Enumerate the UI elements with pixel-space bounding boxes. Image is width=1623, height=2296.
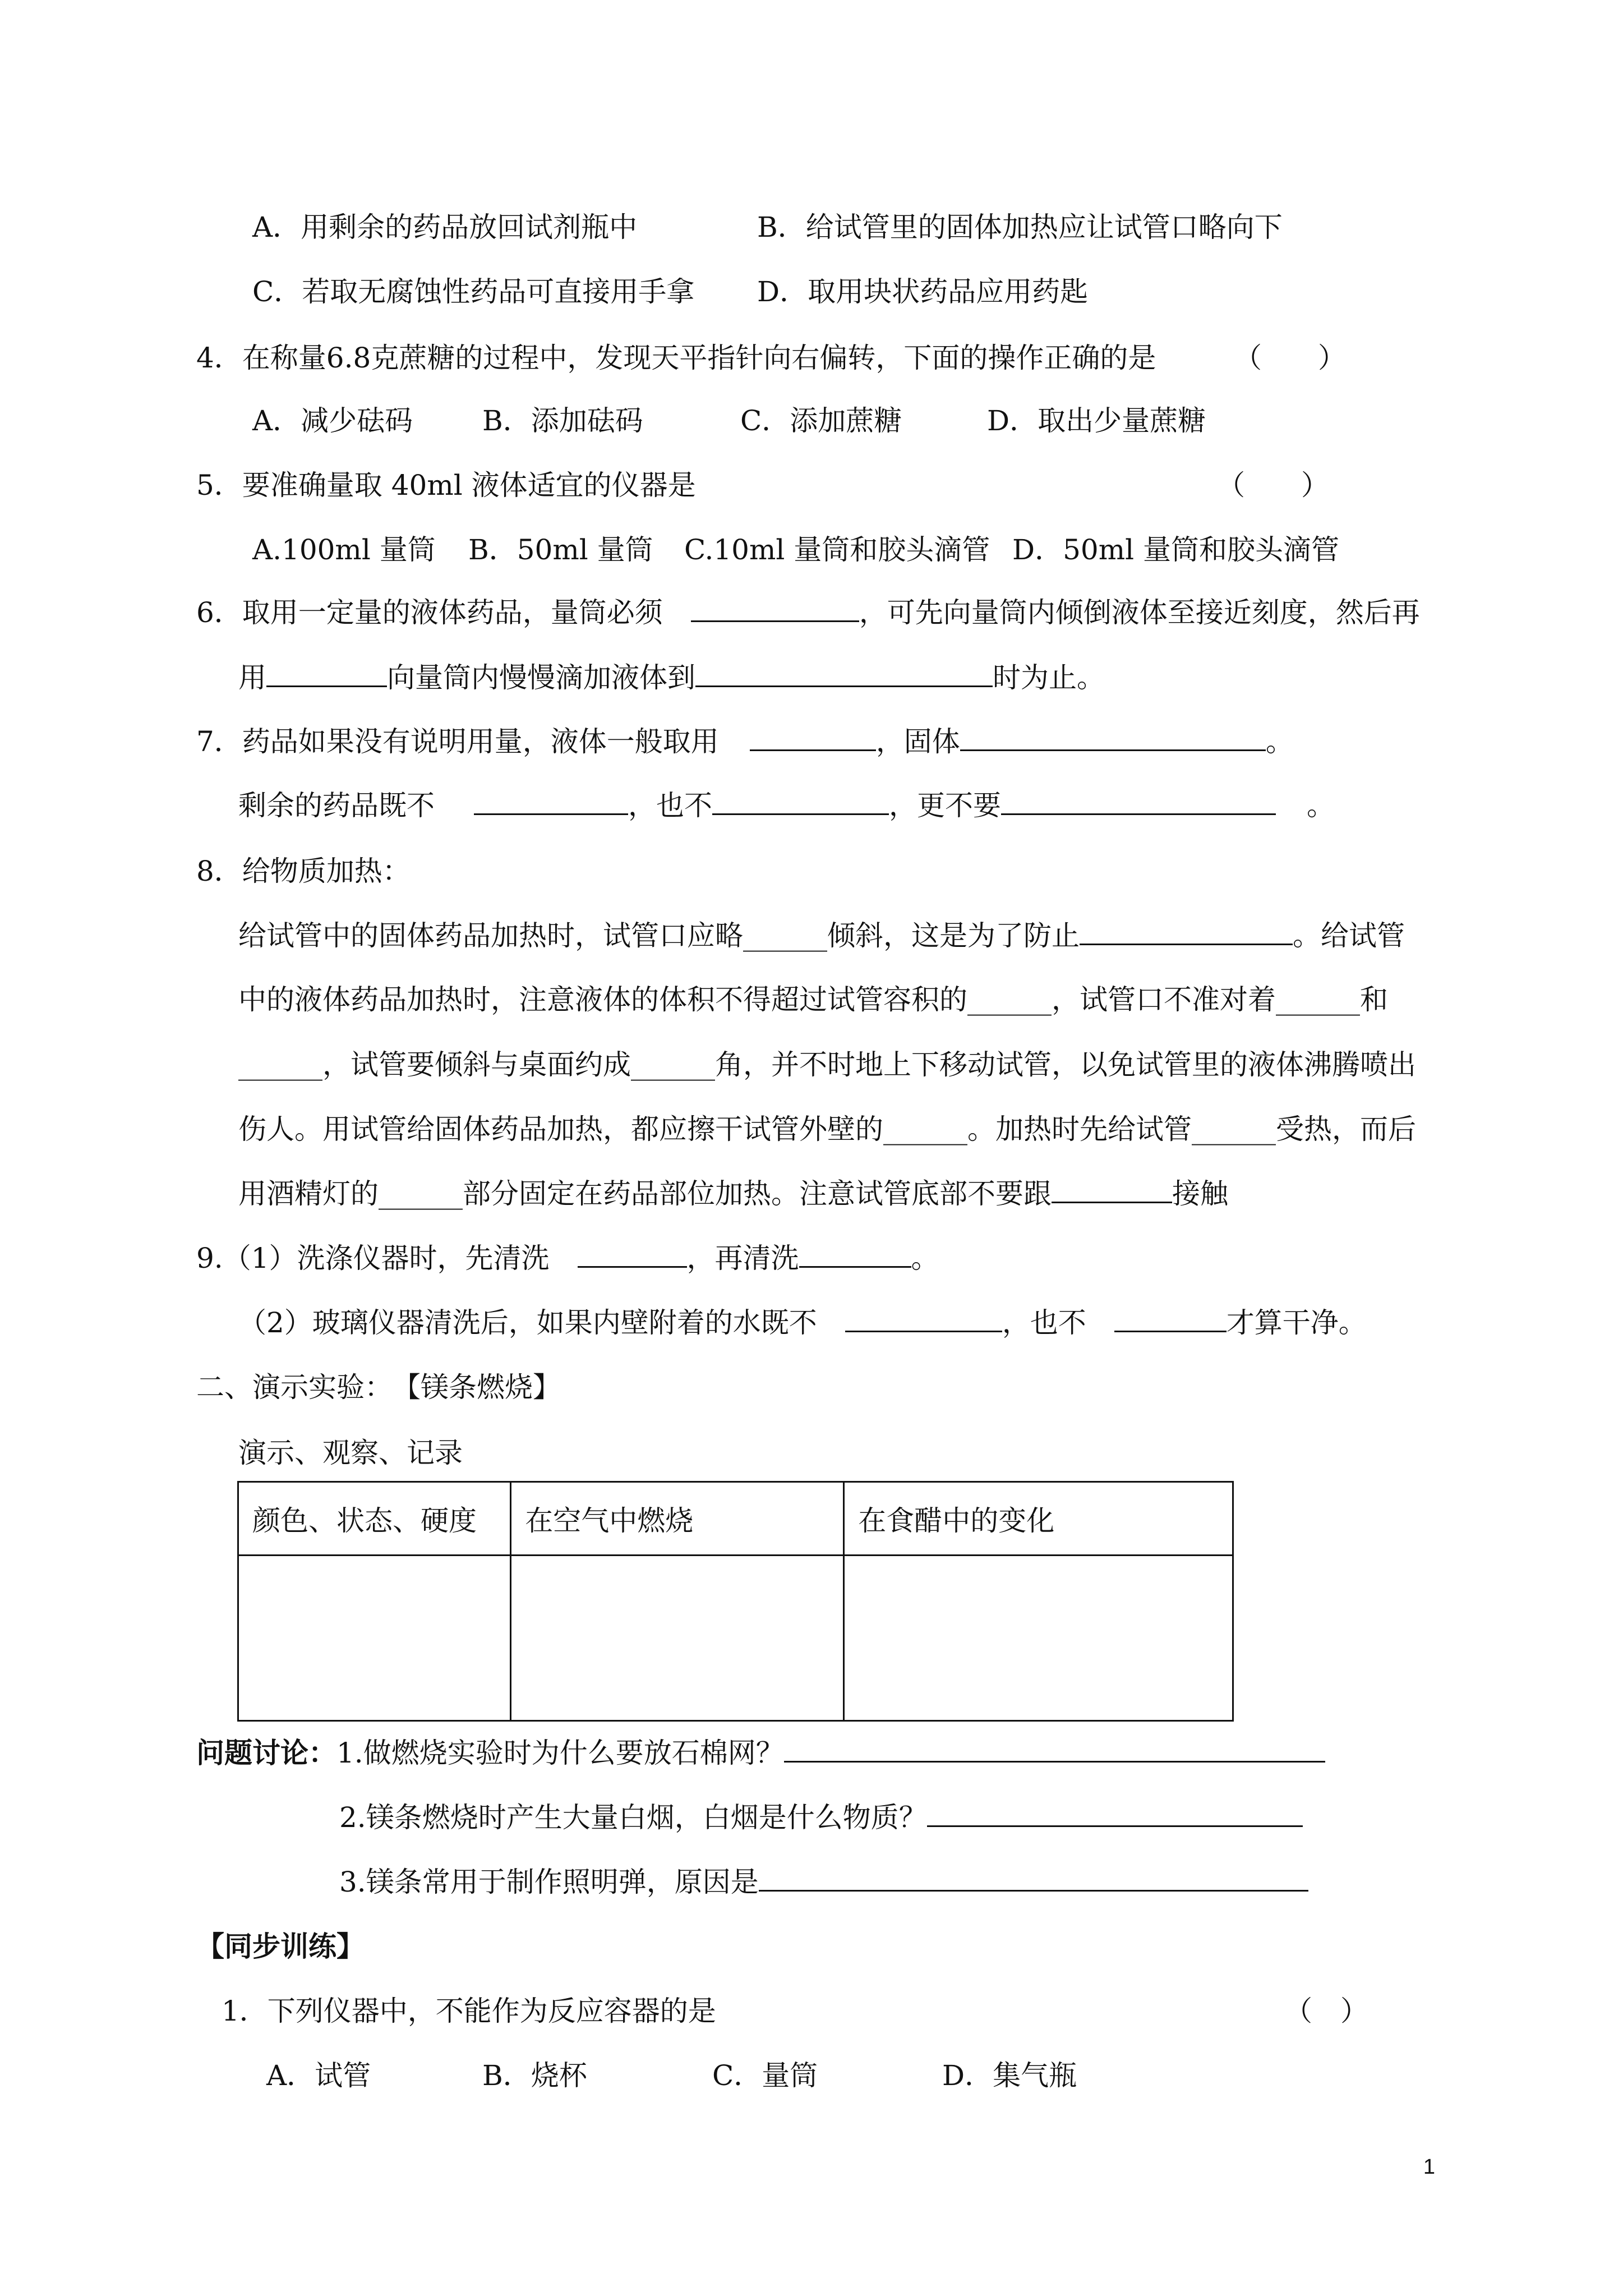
q7-text-1: 7．药品如果没有说明用量，液体一般取用 xyxy=(196,725,719,758)
q5-option-a: A.100ml 量筒 xyxy=(252,533,436,566)
sync-training-title: 【同步训练】 xyxy=(196,1930,365,1963)
q8-line2: 中的液体药品加热时，注意液体的体积不得超过试管容积的______，试管口不准对着______和 xyxy=(238,983,1388,1016)
q6-blank-1[interactable] xyxy=(691,596,859,622)
q3-option-a: A．用剩余的药品放回试剂瓶中 xyxy=(252,211,638,243)
q4-option-a: A．减少砝码 xyxy=(252,404,413,437)
q7-blank-2[interactable] xyxy=(960,725,1266,751)
record-table-row xyxy=(238,1556,1233,1721)
q8-title: 8．给物质加热： xyxy=(196,855,411,887)
q9-text-3: 。 xyxy=(911,1242,939,1274)
q8-text-1: 给试管中的固体药品加热时，试管口应略______倾斜，这是为了防止 xyxy=(238,919,1080,952)
q8-text-2: 。给试管 xyxy=(1293,919,1405,952)
q8-text-4: 接触 xyxy=(1172,1177,1228,1210)
q9-text-6: 才算干净。 xyxy=(1226,1306,1367,1339)
section2-title: 二、演示实验： 【镁条燃烧】 xyxy=(196,1371,561,1404)
q9-blank-3[interactable] xyxy=(845,1306,1002,1332)
q8-line4: 伤人。用试管给固体药品加热，都应擦干试管外壁的______。加热时先给试管______受热，而后 xyxy=(238,1113,1416,1145)
discussion-line3 xyxy=(339,1865,1308,1899)
q7-text-2: ，固体 xyxy=(875,725,960,758)
q6-line1 xyxy=(196,596,1420,629)
discussion-blank-2[interactable] xyxy=(927,1801,1303,1827)
discussion-q1: 1.做燃烧实验时为什么要放石棉网？ xyxy=(336,1737,784,1769)
q9-text-2: ，再清洗 xyxy=(686,1242,799,1274)
q9-text-1: 9.（1）洗涤仪器时，先清洗 xyxy=(196,1242,550,1274)
q3-option-d: D．取用块状药品应用药匙 xyxy=(757,275,1089,308)
q9-line1 xyxy=(196,1241,939,1275)
sync-q1-option-a: A．试管 xyxy=(266,2059,371,2092)
q9-line2 xyxy=(238,1306,1367,1340)
discussion-q3: 3.镁条常用于制作照明弹，原因是 xyxy=(339,1866,759,1898)
q8-blank-1[interactable] xyxy=(1080,919,1293,945)
q9-blank-1[interactable] xyxy=(578,1241,687,1268)
record-table xyxy=(237,1481,1234,1722)
q6-line2 xyxy=(238,661,1105,694)
sync-q1-option-c: C．量筒 xyxy=(712,2059,818,2092)
q6-blank-2[interactable] xyxy=(266,661,387,687)
q7-text-7: 。 xyxy=(1307,789,1335,822)
q9-text-4: （2）玻璃仪器清洗后，如果内壁附着的水既不 xyxy=(238,1306,817,1339)
discussion-line2 xyxy=(339,1801,1303,1834)
sync-q1-option-d: D．集气瓶 xyxy=(942,2059,1077,2092)
q7-text-5: ，也不 xyxy=(628,789,712,822)
sync-q1-paren: （ ） xyxy=(1284,1995,1368,2027)
q6-text-3: 用 xyxy=(238,661,266,694)
q7-blank-5[interactable] xyxy=(1001,789,1276,815)
q4-option-b: B．添加砝码 xyxy=(482,404,643,437)
q4-answer-paren: （ ） xyxy=(1234,342,1346,374)
q7-text-4: 剩余的药品既不 xyxy=(238,789,435,822)
q8-blank-2[interactable] xyxy=(1052,1177,1172,1203)
record-table-header-cell: 颜色、状态、硬度 xyxy=(238,1482,511,1556)
q7-blank-1[interactable] xyxy=(750,725,876,751)
q9-text-5: ，也不 xyxy=(1002,1306,1086,1339)
sync-q1-option-b: B．烧杯 xyxy=(482,2059,587,2092)
q5-answer-paren: （ ） xyxy=(1217,469,1329,501)
q8-text-3: 用酒精灯的______部分固定在药品部位加热。注意试管底部不要跟 xyxy=(238,1177,1052,1210)
discussion-blank-1[interactable] xyxy=(784,1736,1325,1763)
record-table-header-row xyxy=(238,1482,1233,1556)
discussion-line1 xyxy=(196,1736,1325,1770)
q5-option-c: C.10ml 量筒和胶头滴管 xyxy=(684,533,990,566)
q7-text-3: 。 xyxy=(1265,725,1294,758)
record-table-cell[interactable] xyxy=(511,1556,844,1721)
record-table-cell[interactable] xyxy=(238,1556,511,1721)
record-table-header-cell: 在食醋中的变化 xyxy=(844,1482,1233,1556)
q4-option-d: D．取出少量蔗糖 xyxy=(987,404,1206,437)
q8-line1 xyxy=(238,919,1405,953)
q5-option-b: B．50ml 量筒 xyxy=(468,533,653,566)
q7-line1 xyxy=(196,725,1294,758)
q3-option-b: B．给试管里的固体加热应让试管口略向下 xyxy=(757,211,1283,243)
q9-blank-4[interactable] xyxy=(1114,1306,1227,1332)
sync-q1-stem: 1．下列仪器中，不能作为反应容器的是 xyxy=(222,1995,716,2027)
discussion-label: 问题讨论： xyxy=(196,1737,336,1769)
q5-option-d: D．50ml 量筒和胶头滴管 xyxy=(1012,533,1340,566)
q6-text-2: ，可先向量筒内倾倒液体至接近刻度，然后再 xyxy=(859,596,1420,629)
q6-text-4: 向量筒内慢慢滴加液体到 xyxy=(387,661,695,694)
q6-text-1: 6．取用一定量的液体药品，量筒必须 xyxy=(196,596,663,629)
q3-option-c: C．若取无腐蚀性药品可直接用手拿 xyxy=(252,275,695,308)
record-table-header-cell: 在空气中燃烧 xyxy=(511,1482,844,1556)
discussion-blank-3[interactable] xyxy=(759,1865,1308,1892)
q8-line5 xyxy=(238,1177,1228,1211)
section2-subtitle: 演示、观察、记录 xyxy=(238,1437,463,1469)
q5-stem: 5．要准确量取 40ml 液体适宜的仪器是 xyxy=(196,469,696,501)
q7-line2 xyxy=(238,789,1335,822)
q7-blank-4[interactable] xyxy=(712,789,889,815)
q7-text-6: ，更不要 xyxy=(889,789,1001,822)
discussion-q2: 2.镁条燃烧时产生大量白烟，白烟是什么物质？ xyxy=(339,1801,927,1834)
q9-blank-2[interactable] xyxy=(799,1241,911,1268)
q7-blank-3[interactable] xyxy=(474,789,628,815)
q4-option-c: C．添加蔗糖 xyxy=(740,404,902,437)
q4-stem: 4．在称量6.8克蔗糖的过程中，发现天平指针向右偏转，下面的操作正确的是 xyxy=(196,342,1156,374)
q8-line3: ______，试管要倾斜与桌面约成______角，并不时地上下移动试管，以免试管里的液体沸腾喷出 xyxy=(238,1048,1416,1081)
q6-blank-3[interactable] xyxy=(695,661,993,687)
page-number: 1 xyxy=(1423,2155,1435,2179)
record-table-cell[interactable] xyxy=(844,1556,1233,1721)
q6-text-5: 时为止。 xyxy=(993,661,1105,694)
